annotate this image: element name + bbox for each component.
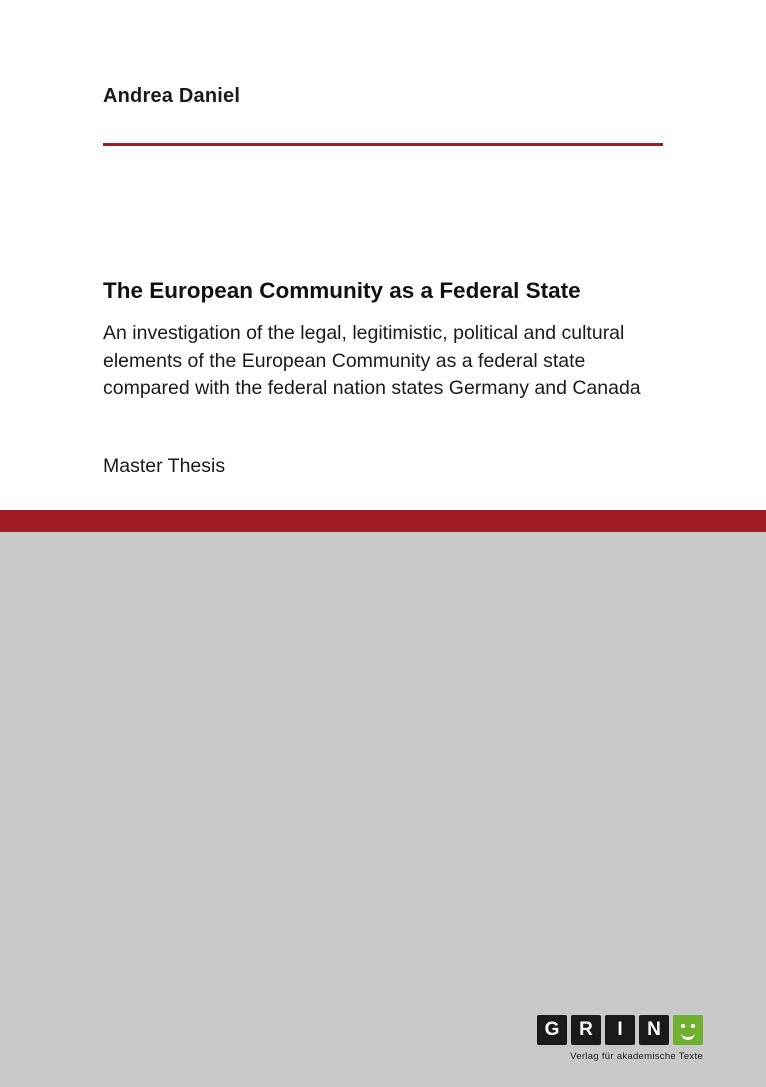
author-name: Andrea Daniel [103,85,241,107]
document-type-label: Master Thesis [103,455,226,477]
cover-lower-section [0,532,766,1087]
author-divider-rule [103,143,663,146]
publisher-block [488,1015,703,1062]
logo-letter-g: G [537,1015,567,1045]
cover-upper-section [0,0,766,510]
logo-letter-r: R [571,1015,601,1045]
book-title: The European Community as a Federal State [103,278,581,303]
smiley-eye-right [691,1024,695,1028]
publisher-tagline: Verlag für akademische Texte [570,1051,703,1062]
accent-band [0,510,766,532]
grin-logo [488,1015,703,1045]
smiley-icon [673,1015,703,1045]
book-subtitle: An investigation of the legal, legitimistic, political and cultural elements of the European Community as a federal state compared with the federal nation states Germany and Canada [103,322,641,400]
smiley-mouth [681,1030,695,1040]
logo-letter-i: I [605,1015,635,1045]
smiley-eye-left [681,1024,685,1028]
logo-letter-n: N [639,1015,669,1045]
